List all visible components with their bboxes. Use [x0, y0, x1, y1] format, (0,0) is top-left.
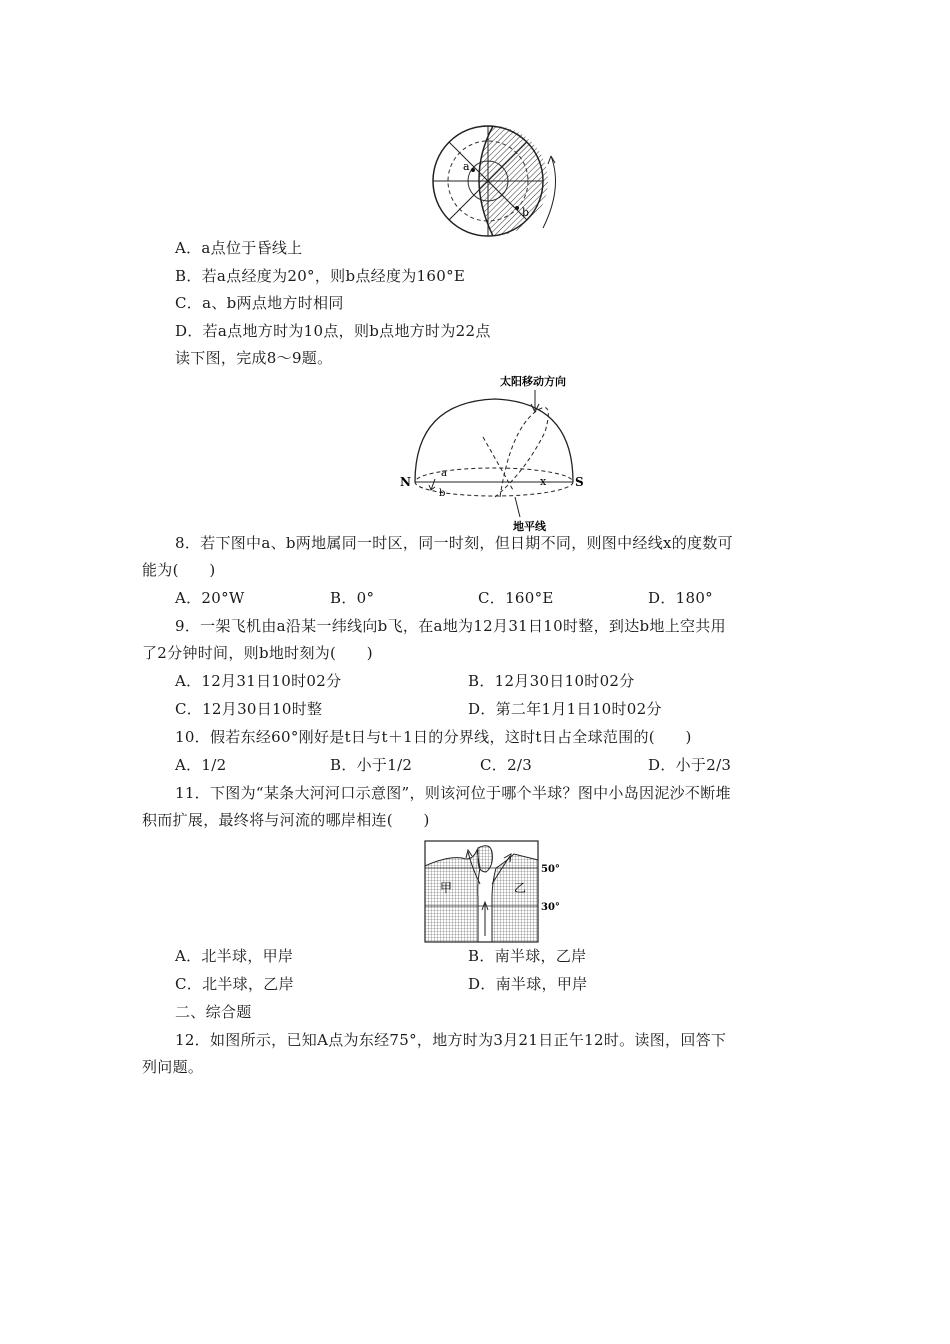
q12-stem-line1: 12．如图所示，已知A点为东经75°，地方时为3月21日正午12时。读图，回答下	[175, 1031, 727, 1049]
q10-option-c: C．2/3	[480, 756, 533, 774]
q9-stem-line1: 9．一架飞机由a沿某一纬线向b飞，在a地为12月31日10时整，到达b地上空共用	[175, 617, 726, 635]
q11-option-a: A．北半球，甲岸	[175, 947, 294, 965]
q10-option-d: D．小于2/3	[648, 756, 732, 774]
figure2-label-horizon: 地平线	[513, 520, 546, 533]
figure1-label-a: a	[463, 160, 470, 173]
figure-river-mouth	[422, 838, 572, 946]
figure2-label-a: a	[441, 468, 447, 479]
q10-option-a: A．1/2	[175, 756, 227, 774]
q7-option-c: C．a、b两点地方时相同	[175, 294, 344, 312]
q7-option-a: A．a点位于昏线上	[175, 239, 303, 257]
q8-option-c: C．160°E	[478, 589, 554, 607]
figure2-label-s: S	[575, 475, 584, 489]
q10-stem: 10．假若东经60°刚好是t日与t＋1日的分界线，这时t日占全球范围的( )	[175, 728, 692, 746]
q8-option-b: B．0°	[330, 589, 375, 607]
q9-option-b: B．12月30日10时02分	[468, 672, 635, 690]
q9-stem-line2: 了2分钟时间，则b地时刻为( )	[142, 644, 373, 662]
q8-stem-line2: 能为( )	[142, 561, 216, 579]
q12-stem-line2: 列问题。	[142, 1058, 204, 1076]
figure-sun-path	[395, 372, 590, 537]
river-mouth-svg	[422, 838, 572, 946]
q11-option-b: B．南半球，乙岸	[468, 947, 587, 965]
figure3-label-yi: 乙	[514, 881, 527, 895]
figure3-lat-30: 30°	[541, 902, 560, 913]
q8-option-d: D．180°	[648, 589, 713, 607]
polar-globe-svg	[425, 118, 570, 248]
q11-option-d: D．南半球，甲岸	[468, 975, 588, 993]
sun-path-svg	[395, 372, 590, 537]
q8-option-a: A．20°W	[175, 589, 245, 607]
figure1-label-b: b	[522, 206, 530, 219]
q7-option-d: D．若a点地方时为10点，则b点地方时为22点	[175, 322, 491, 340]
q7-option-b: B．若a点经度为20°，则b点经度为160°E	[175, 267, 466, 285]
figure-polar-globe	[425, 118, 570, 248]
section2-heading: 二、综合题	[175, 1003, 252, 1021]
q11-stem-line2: 积而扩展，最终将与河流的哪岸相连( )	[142, 811, 430, 829]
figure2-label-b: b	[439, 488, 446, 499]
q11-stem-line1: 11．下图为“某条大河河口示意图”，则该河位于哪个半球？图中小岛因泥沙不断堆	[175, 784, 731, 802]
q9-option-c: C．12月30日10时整	[175, 700, 323, 718]
q8-stem-line1: 8．若下图中a、b两地属同一时区，同一时刻，但日期不同，则图中经线x的度数可	[175, 534, 733, 552]
figure2-label-n: N	[400, 475, 411, 489]
figure2-title: 太阳移动方向	[500, 375, 566, 388]
q9-option-d: D．第二年1月1日10时02分	[468, 700, 662, 718]
q10-option-b: B．小于1/2	[330, 756, 413, 774]
q9-option-a: A．12月31日10时02分	[175, 672, 342, 690]
intro-8-9: 读下图，完成8～9题。	[175, 349, 333, 367]
figure3-label-jia: 甲	[440, 881, 453, 895]
figure2-label-x: x	[540, 475, 547, 488]
q11-option-c: C．北半球，乙岸	[175, 975, 294, 993]
figure3-lat-50: 50°	[541, 864, 560, 875]
